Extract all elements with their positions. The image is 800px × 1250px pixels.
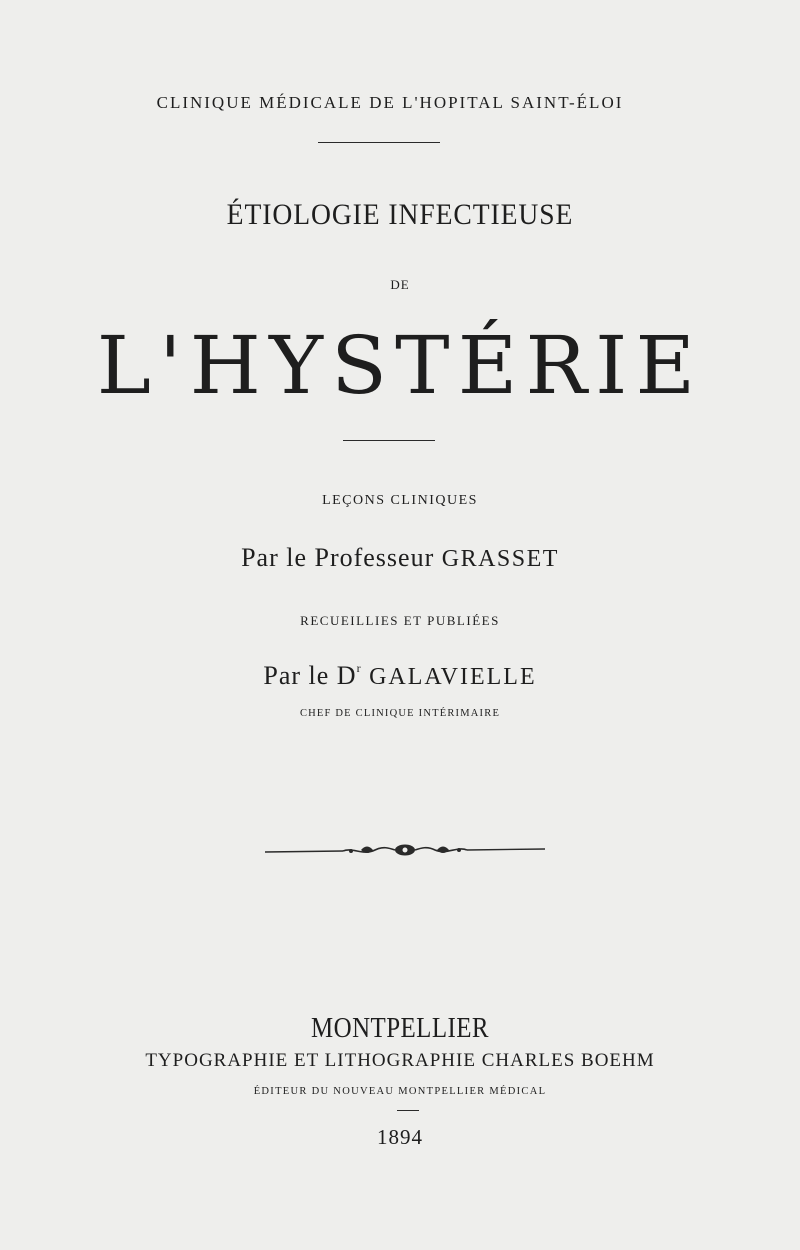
author-line (0, 545, 800, 571)
editor-name: GALAVIELLE (369, 664, 537, 690)
imprint-printer: TYPOGRAPHIE ET LITHOGRAPHIE CHARLES BOEHM (145, 1050, 655, 1071)
institution-header: CLINIQUE MÉDICALE DE L'HOPITAL SAINT-ÉLOI (156, 93, 624, 112)
editor-prefix: Par le D (263, 661, 357, 690)
floral-ornament-divider-icon (265, 838, 545, 862)
imprint-city: MONTPELLIER (311, 1012, 489, 1044)
imprint-publisher-note: ÉDITEUR DU NOUVEAU MONTPELLIER MÉDICAL (253, 1086, 547, 1097)
title-line-de: DE (390, 277, 410, 292)
title-line-etiologie: ÉTIOLOGIE INFECTIEUSE (226, 198, 574, 231)
imprint-rule (397, 1110, 419, 1111)
title-rule (343, 440, 435, 441)
author-prefix: Par le Professeur (241, 543, 435, 572)
editor-prefix-sup: r (356, 661, 362, 675)
editor-role: CHEF DE CLINIQUE INTÉRIMAIRE (299, 708, 501, 719)
header-rule (318, 142, 440, 143)
editor-line (0, 662, 800, 689)
imprint-year: 1894 (377, 1125, 423, 1149)
title-line-hysterie: L'HYSTÉRIE (96, 319, 704, 412)
author-name: GRASSET (441, 546, 559, 572)
subtitle-lecons: LEÇONS CLINIQUES (322, 493, 478, 508)
collected-line: RECUEILLIES ET PUBLIÉES (300, 613, 500, 628)
